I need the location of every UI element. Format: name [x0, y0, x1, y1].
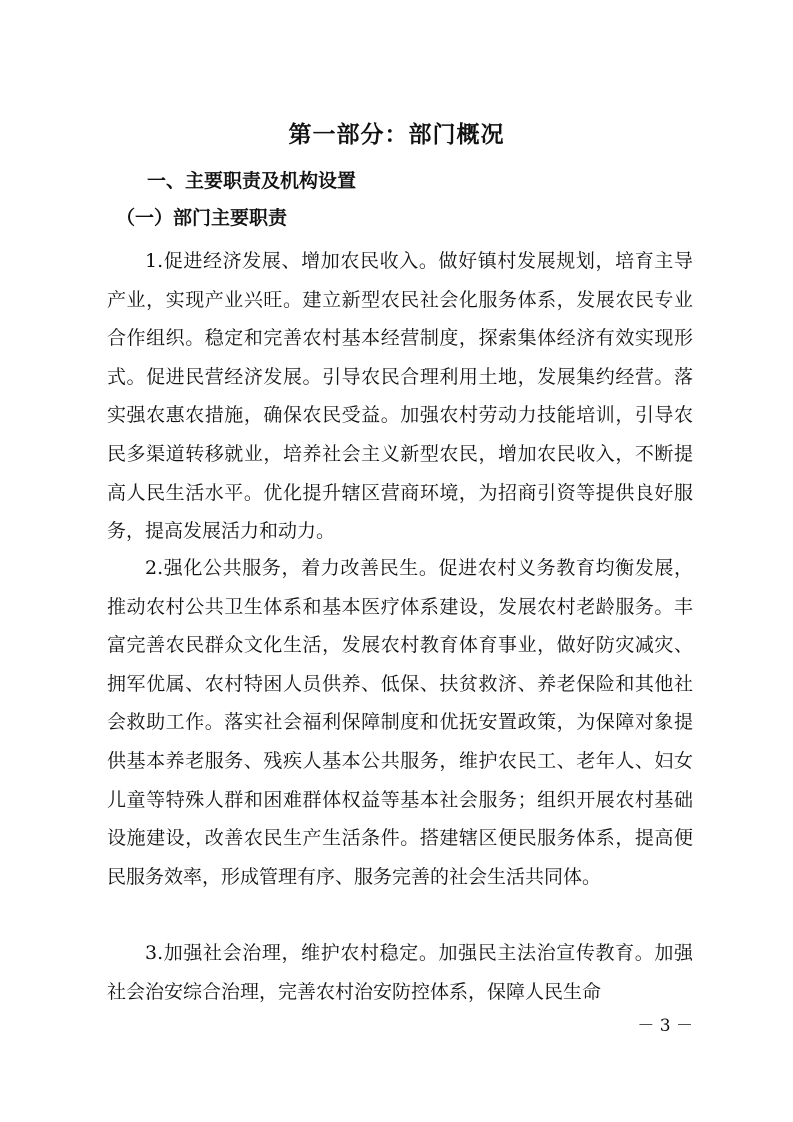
section-heading: 一、主要职责及机构设置 — [147, 170, 357, 192]
paragraph-2: 2.强化公共服务，着力改善民生。促进农村义务教育均衡发展，推动农村公共卫生体系和基本医疗体系建设，发展农村老龄服务。丰富完善农民群众文化生活，发展农村教育体育事业，做好防灾减灾、拥军优属、农村特困人员供养、低保、扶贫救济、养老保险和其他社会救助工作。落实社会福利保障制度和优抚安置政策，为保障对象提供基本养老服务、残疾人基本公共服务，维护农民工、老年人、妇女儿童等特殊人群和困难群体权益等基本社会服务；组织开展农村基础设施建设，改善农民生产生活条件。搭建辖区便民服务体系，提高便民服务效率，形成管理有序、服务完善的社会生活共同体。 — [107, 557, 693, 888]
subsection-heading: （一）部门主要职责 — [116, 207, 288, 229]
paragraph-1: 1.促进经济发展、增加农民收入。做好镇村发展规划，培育主导产业，实现产业兴旺。建立新型农民社会化服务体系，发展农民专业合作组织。稳定和完善农村基本经营制度，探索集体经济有效实现形式。促进民营经济发展。引导农民合理利用土地，发展集约经营。落实强农惠农措施，确保农民受益。加强农村劳动力技能培训，引导农民多渠道转移就业，培养社会主义新型农民，增加农民收入，不断提高人民生活水平。优化提升辖区营商环境，为招商引资等提供良好服务，提高发展活力和动力。 — [107, 250, 693, 543]
paragraph-3: 3.加强社会治理，维护农村稳定。加强民主法治宣传教育。加强社会治安综合治理，完善农村治安防控体系，保障人民生命 — [107, 942, 693, 1003]
page-title: 第一部分：部门概况 — [288, 122, 505, 148]
page-number: － 3 － — [637, 1016, 693, 1036]
